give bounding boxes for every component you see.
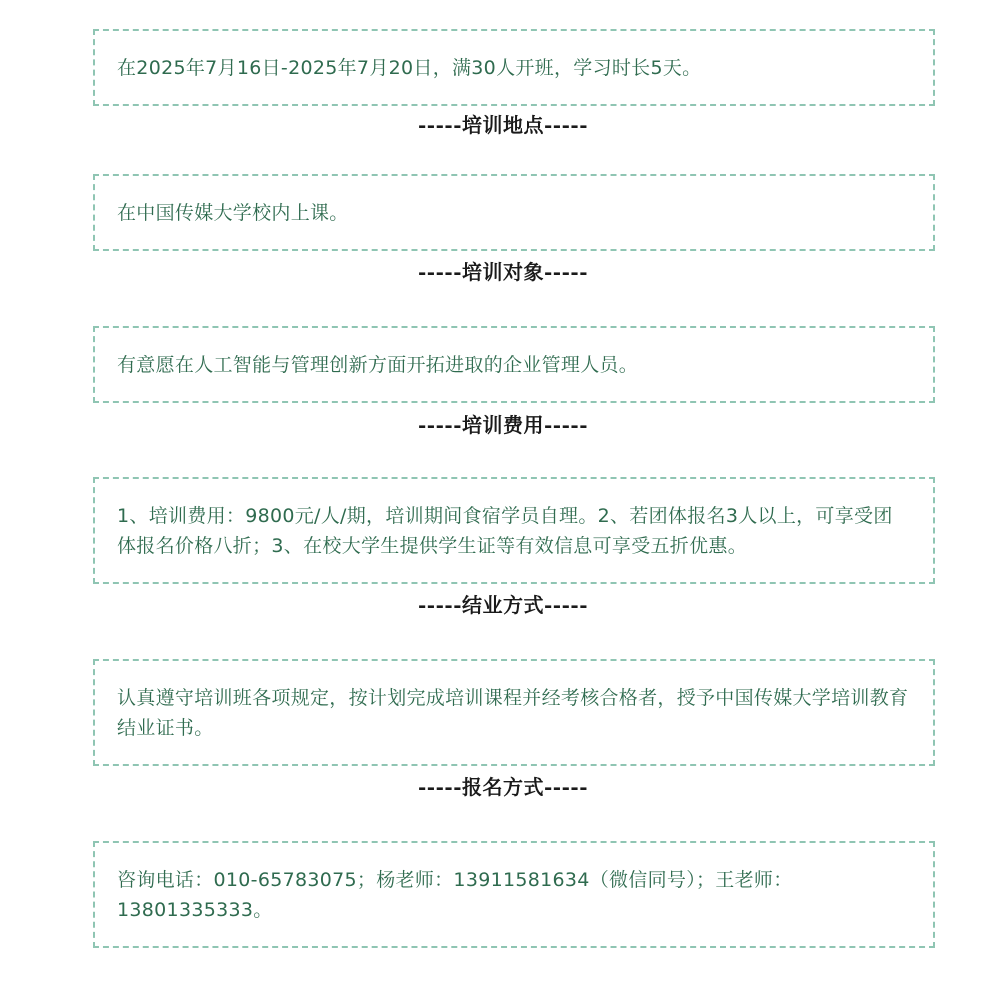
- location-box: [93, 174, 935, 251]
- audience-text: 有意愿在人工智能与管理创新方面开拓进取的企业管理人员。: [117, 353, 639, 376]
- completion-box: [93, 659, 935, 766]
- fee-box: [93, 477, 935, 584]
- audience-heading: -----培训对象-----: [417, 260, 588, 284]
- location-heading: -----培训地点-----: [417, 113, 588, 137]
- completion-text: 认真遵守培训班各项规定，按计划完成培训课程并经考核合格者，授予中国传媒大学培训教育结业证书。: [117, 686, 909, 739]
- audience-box: [93, 326, 935, 403]
- schedule-box: [93, 29, 935, 106]
- schedule-text: 在2025年7月16日-2025年7月20日，满30人开班，学习时长5天。: [117, 56, 702, 79]
- registration-text: 咨询电话：010-65783075；杨老师：13911581634（微信同号）；王老师：13801335333。: [117, 868, 793, 921]
- completion-heading: -----结业方式-----: [417, 593, 588, 617]
- location-text: 在中国传媒大学校内上课。: [117, 201, 349, 224]
- registration-box: [93, 841, 935, 948]
- registration-heading: -----报名方式-----: [417, 775, 588, 799]
- fee-heading: -----培训费用-----: [417, 413, 588, 437]
- fee-text: 1、培训费用：9800元/人/期，培训期间食宿学员自理。2、若团体报名3人以上，可享受团体报名价格八折；3、在校大学生提供学生证等有效信息可享受五折优惠。: [117, 504, 893, 557]
